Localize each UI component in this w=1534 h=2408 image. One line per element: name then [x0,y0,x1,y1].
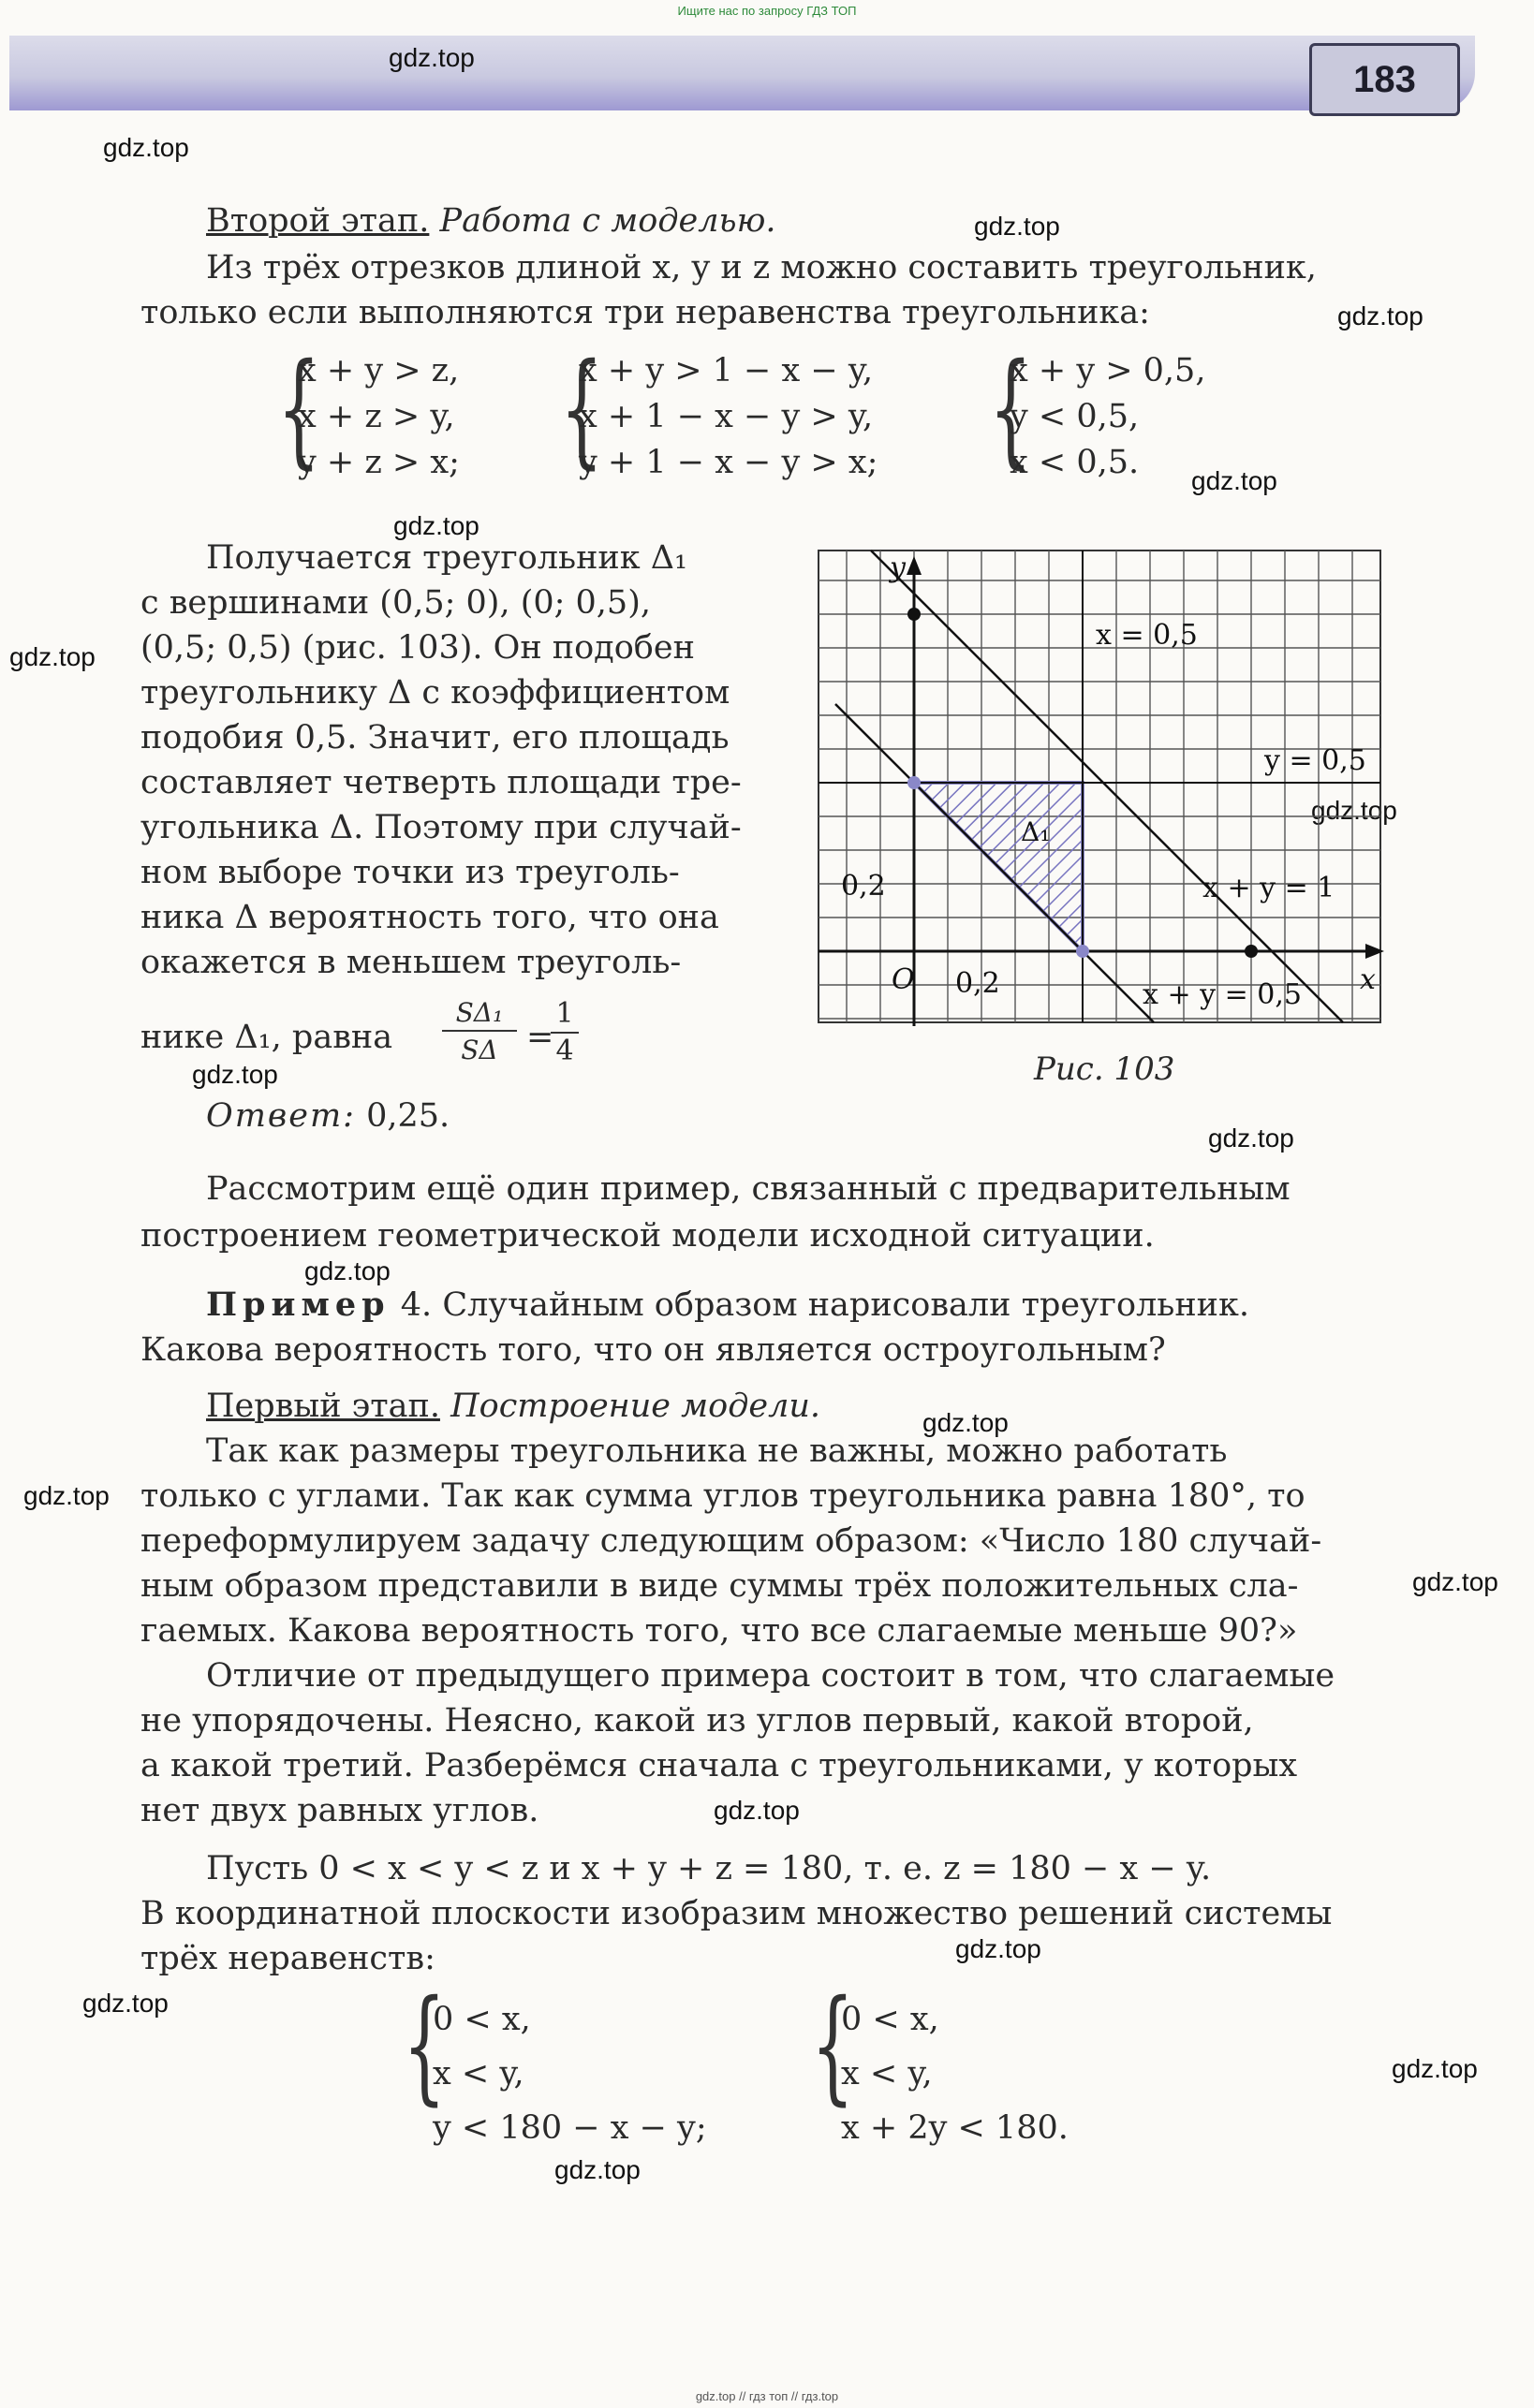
sys5-line: 0 < x, [841,2001,939,2038]
stage1-heading [206,1384,820,1429]
figure-103 [817,549,1395,1028]
sys2-line: x + 1 − x − y > y, [579,398,874,435]
watermark: gdz.top [974,212,1060,241]
brace-icon: { [811,1974,855,2118]
sys1-line: x + y > z, [298,352,460,389]
col-line: (0,5; 0,5) (рис. 103). Он подобен [140,629,695,667]
y-arrow-icon [907,556,922,575]
para-line: Так как размеры треугольника не важны, можно работать [206,1432,1228,1470]
y-axis-label: y [890,551,906,584]
figure-caption: Рис. 103 [1034,1050,1175,1088]
equals-sign: = [526,1019,554,1056]
col-line: ника Δ вероятность того, что она [140,899,719,936]
watermark: gdz.top [304,1256,391,1285]
origin-label: O [892,963,915,996]
watermark: gdz.top [1311,796,1397,825]
result-denominator: 4 [555,1035,574,1067]
watermark: gdz.top [1392,2054,1478,2083]
result-numerator: 1 [551,996,579,1034]
watermark: gdz.top [922,1408,1009,1437]
watermark: gdz.top [1412,1567,1498,1596]
label-x+y-1: x + y = 1 [1202,872,1335,904]
para-line: нет двух равных углов. [140,1792,539,1829]
watermark: gdz.top [103,133,189,162]
system-2 [579,348,878,486]
sys3-line: x + y > 0,5, [1010,352,1206,389]
watermark: gdz.top [1337,301,1423,330]
example-heading [206,1283,1249,1328]
para-line: Пусть 0 < x < y < z и x + y + z = 180, т. е. z = 180 − x − y. [206,1850,1212,1887]
col-line: ном выборе точки из треуголь- [140,854,680,891]
stage2-heading-italic: Работа с моделью. [439,202,776,240]
bottom-note: gdz.top // гдз топ // гдз.top [695,2389,839,2403]
x-axis-label: x [1360,963,1376,996]
para-line: только с углами. Так как сумма углов треугольника равна 180°, то [140,1477,1305,1515]
col-line: угольника Δ. Поэтому при случай- [140,809,742,846]
sys4-line: 0 < x, [433,2001,531,2038]
para-line: трёх неравенств: [140,1940,435,1977]
para-line: Отличие от предыдущего примера состоит в том, что слагаемые [206,1657,1335,1695]
label-x+y-0.5: x + y = 0,5 [1143,978,1302,1011]
watermark: gdz.top [955,1934,1041,1963]
col-line: окажется в меньшем треуголь- [140,944,682,981]
y-tick-label: 0,2 [841,870,886,903]
para-line: ным образом представили в виде суммы трёх положительных сла- [140,1567,1299,1605]
stage1-heading-text: Первый этап. [206,1388,440,1425]
example-label: Пример [206,1285,391,1324]
body-para [140,1429,1335,1981]
system-1 [298,348,460,486]
watermark: gdz.top [554,2155,641,2184]
sys1-line: x + z > y, [298,398,455,435]
brace-icon: { [560,337,604,481]
label-y-0.5: y = 0,5 [1264,744,1366,777]
watermark: gdz.top [1191,466,1277,495]
watermark: gdz.top [9,642,96,671]
para-line: В координатной плоскости изобразим множество решений системы [140,1895,1333,1932]
sys1-line: y + z > x; [298,444,460,481]
para-line: переформулируем задачу следующим образом: «Число 180 случай- [140,1522,1322,1560]
sys3-line: y < 0,5, [1010,398,1140,435]
top-note: Ищите нас по запросу ГДЗ ТОП [677,4,857,18]
point-x-1 [1245,945,1258,958]
system-3 [1010,348,1205,486]
brace-icon: { [277,337,321,481]
answer [206,1094,450,1138]
frac-numerator: SΔ₁ [442,996,517,1032]
watermark: gdz.top [714,1796,800,1825]
label-delta1: Δ₁ [1021,816,1051,847]
system-4 [433,1992,707,2155]
watermark: gdz.top [82,1989,169,2018]
sys2-line: x + y > 1 − x − y, [579,352,874,389]
header-band [9,36,1475,110]
col-last-line: нике Δ₁, равна [140,1019,393,1056]
brace-icon: { [989,337,1033,481]
col-line: Получается треугольник Δ₁ [206,539,688,577]
sys4-line: y < 180 − x − y; [433,2109,707,2147]
example-line2: Какова вероятность того, что он является остроугольным? [140,1331,1166,1369]
col-text [140,536,742,985]
watermark: gdz.top [393,511,479,540]
point-vertex [1076,945,1089,958]
col-line: треугольнику Δ с коэффициентом [140,674,730,712]
stage2-heading-text: Второй этап. [206,202,430,240]
para-line: гаемых. Какова вероятность того, что все слагаемые меньше 90?» [140,1612,1298,1650]
page-number: 183 [1309,43,1460,116]
answer-label: Ответ: [206,1097,356,1135]
example-rest: Случайным образом нарисовали треугольник. [442,1286,1250,1324]
point-y-1 [907,608,921,621]
frac-denominator: SΔ [461,1035,498,1065]
point-vertex [907,776,921,789]
answer-value: 0,25. [366,1097,450,1135]
sys5-line: x + 2y < 180. [841,2109,1069,2147]
stage1-heading-italic: Построение модели. [450,1388,821,1425]
example-num: 4. [400,1286,433,1324]
col-line: подобия 0,5. Значит, его площадь [140,719,730,756]
stage2-heading [206,198,776,243]
watermark: gdz.top [1208,1123,1294,1153]
sys4-line: x < y, [433,2055,524,2092]
body-p2: построением геометрической модели исходной ситуации. [140,1217,1155,1255]
stage2-p1: Из трёх отрезков длиной x, y и z можно составить треугольник, [206,249,1317,286]
para-line: не упорядочены. Неясно, какой из углов первый, какой второй, [140,1702,1254,1740]
body-p1: Рассмотрим ещё один пример, связанный с предварительным [206,1170,1291,1208]
x-tick-label: 0,2 [955,967,1000,1000]
sys5-line: x < y, [841,2055,933,2092]
watermark: gdz.top [23,1481,110,1510]
col-line: составляет четверть площади тре- [140,764,742,801]
para-line: а какой третий. Разберёмся сначала с треугольниками, у которых [140,1747,1298,1784]
system-5 [841,1992,1069,2155]
label-x-0.5: x = 0,5 [1096,619,1198,652]
sys3-line: x < 0,5. [1010,444,1140,481]
watermark: gdz.top [192,1060,278,1089]
sys2-line: y + 1 − x − y > x; [579,444,878,481]
brace-icon: { [403,1974,447,2118]
col-line: с вершинами (0,5; 0), (0; 0,5), [140,584,651,622]
stage2-p2: только если выполняются три неравенства треугольника: [140,294,1150,331]
watermark: gdz.top [389,43,475,72]
